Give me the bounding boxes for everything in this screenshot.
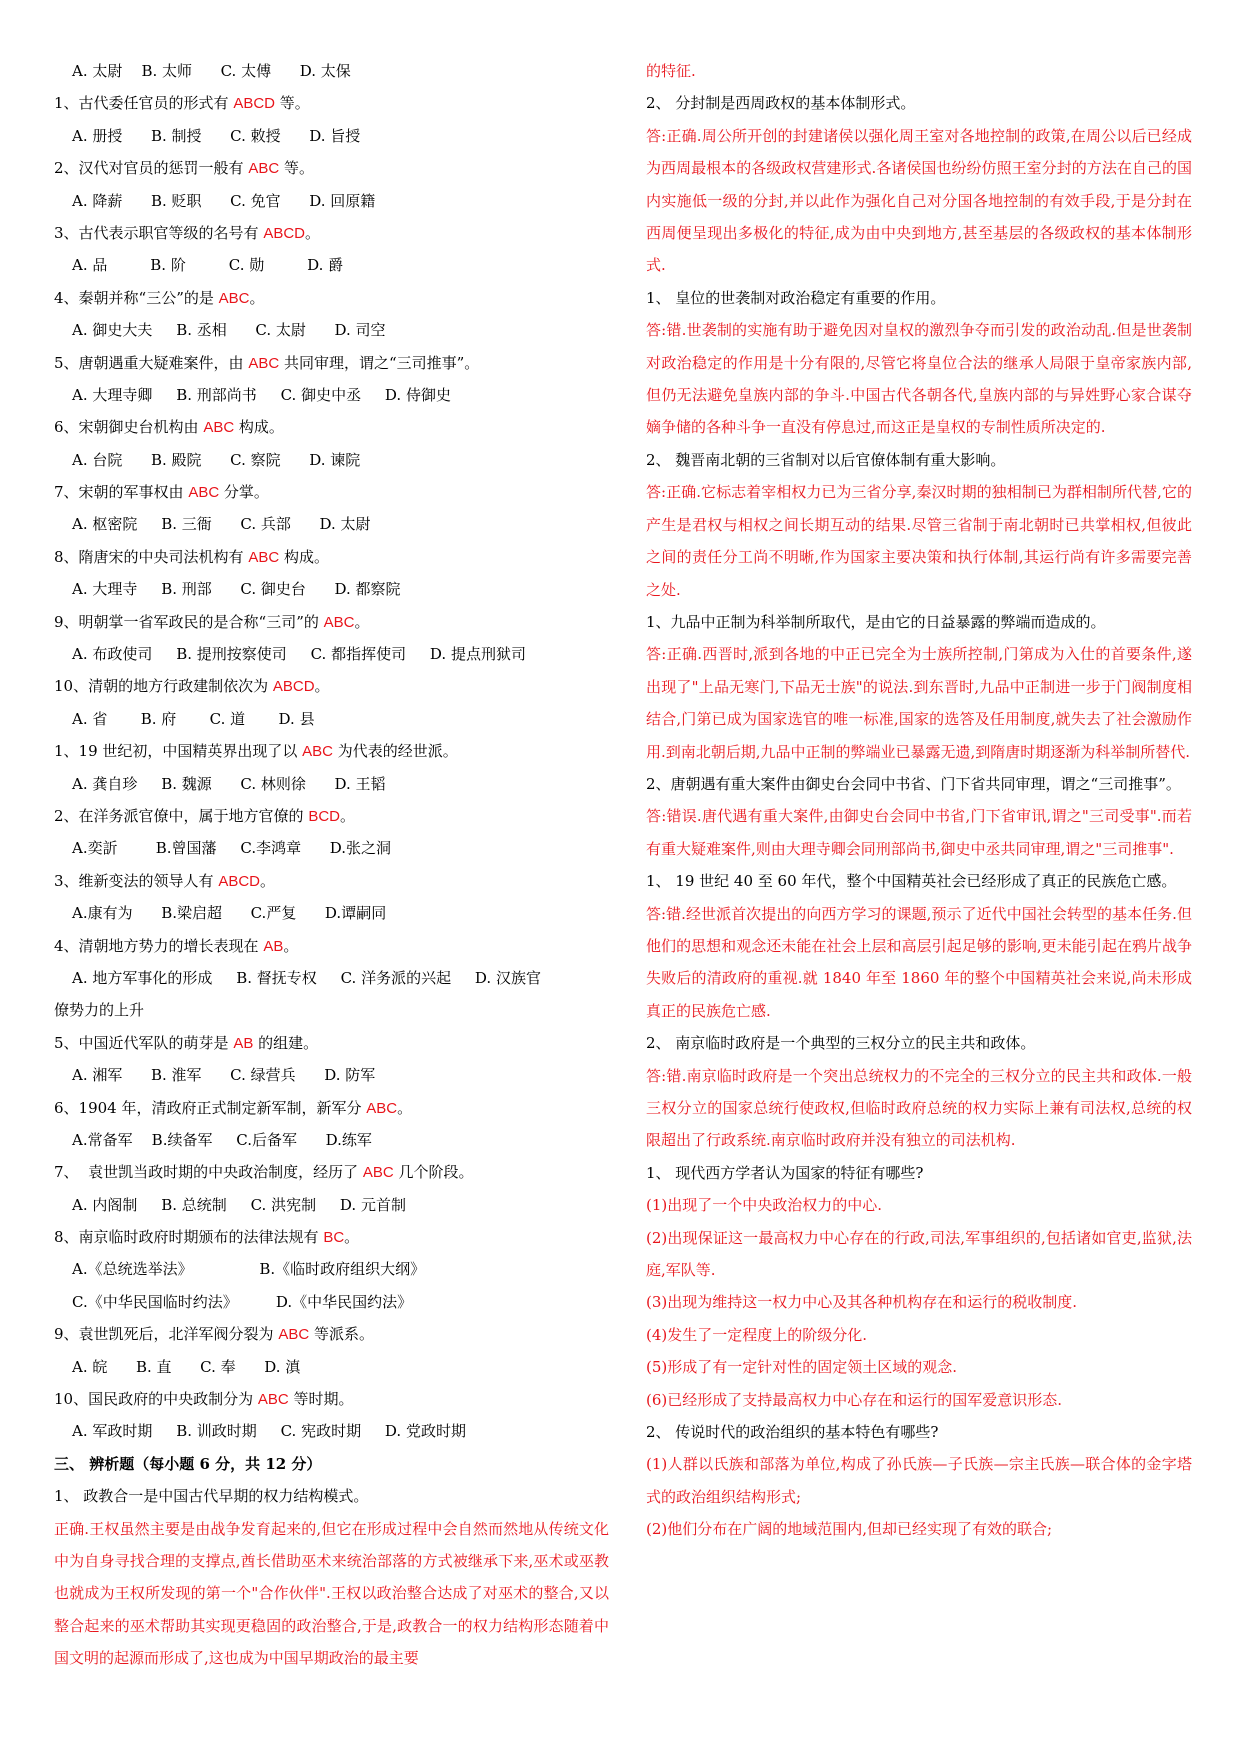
options-line: A. 枢密院 B. 三衙 C. 兵部 D. 太尉: [72, 515, 371, 534]
question-text: 。: [260, 871, 276, 890]
answer-key: ABCD: [272, 678, 315, 696]
answer-key: ABC: [248, 548, 280, 566]
options-line: A. 品 B. 阶 C. 勋 D. 爵: [72, 256, 344, 275]
options-line: A. 地方军事化的形成 B. 督抚专权 C. 洋务派的兴起 D. 汉族官: [72, 968, 541, 987]
question-statement: 1、九品中正制为科举制所取代，是由它的日益暴露的弊端而造成的。: [646, 612, 1106, 631]
question-statement: 2、 分封制是西周政权的基本体制形式。: [646, 94, 916, 113]
question-text: 构成。: [279, 547, 329, 566]
question-line: [54, 800, 609, 832]
answer-key: ABCD: [218, 872, 261, 890]
answer-key: ABC: [203, 419, 235, 437]
question-text: 的组建。: [253, 1033, 319, 1052]
question-text: 6、1904 年，清政府正式制定新军制，新军分: [54, 1098, 367, 1117]
question-text: 8、南京临时政府时期颁布的法律法规有: [54, 1228, 324, 1247]
question-statement: 1、 皇位的世袭制对政治稳定有重要的作用。: [646, 288, 946, 307]
question-line: [54, 1027, 609, 1059]
answer-paragraph: (4)发生了一定程度上的阶级分化.: [646, 1325, 868, 1344]
answer-paragraph: (1)出现了一个中央政治权力的中心.: [646, 1196, 883, 1215]
answer-key: ABC: [278, 1326, 310, 1344]
options-line: A. 台院 B. 殿院 C. 察院 D. 谏院: [72, 450, 361, 469]
question-text: 9、袁世凯死后，北洋军阀分裂为: [54, 1325, 279, 1344]
options-line: A.《总统选举法》 B.《临时政府组织大纲》: [72, 1260, 426, 1279]
answer-key: ABC: [362, 1164, 394, 1182]
answer-paragraph: 正确.王权虽然主要是由战争发育起来的,但它在形成过程中会自然而然地从传统文化中为自身寻找合理的支撑点,酋长借助巫术来统治部落的方式被继承下来,巫术或巫教也就成为王权所发现的第一个"合作伙伴".王权以政治整合达成了对巫术的整合,又以整合起来的巫术帮助其实现更稳固的政治整合,于是,政教合一的权力结构形态随着中国文明的起源而形成了,这也成为中国早期政治的最主要: [54, 1519, 609, 1668]
question-line: [54, 152, 609, 184]
question-line: [54, 930, 609, 962]
answer-key: ABC: [218, 289, 250, 307]
answer-key: ABC: [257, 1391, 289, 1409]
question-text: 3、古代表示职官等级的名号有: [54, 223, 264, 242]
answer-paragraph: (6)已经形成了支持最高权力中心存在和运行的国军爱意识形态.: [646, 1390, 1063, 1409]
question-text: 等。: [275, 94, 310, 113]
question-text: 几个阶段。: [393, 1163, 474, 1182]
options-line: A. 皖 B. 直 C. 奉 D. 滇: [72, 1357, 301, 1376]
answer-paragraph: (3)出现为维持这一权力中心及其各种机构存在和运行的税收制度.: [646, 1293, 1078, 1312]
answer-key: BCD: [308, 807, 340, 825]
answer-paragraph: 答:正确.西晋时,派到各地的中正已完全为士族所控制,门第成为入仕的首要条件,遂出现了"上品无寒门,下品无士族"的说法.到东晋时,九品中正制进一步于门阀制度相结合,门第已成为国家选官的唯一标准,国家的选答及任用制度,就失去了社会激励作用.到南北朝后期,九品中正制的弊端业已暴露无遗,到隋唐时期逐渐为科举制所替代.: [646, 645, 1192, 761]
question-statement: 2、 魏晋南北朝的三省制对以后官僚体制有重大影响。: [646, 450, 1006, 469]
question-text: 9、明朝掌一省军政民的是合称“三司”的: [54, 612, 324, 631]
question-text: 为代表的经世派。: [333, 742, 458, 761]
question-line: [54, 282, 609, 314]
question-line: [54, 606, 609, 638]
question-line: [54, 347, 609, 379]
question-text: 8、隋唐宋的中央司法机构有: [54, 547, 249, 566]
question-text: 10、国民政府的中央政制分为: [54, 1390, 258, 1409]
options-line: A.常备军 B.续备军 C.后备军 D.练军: [72, 1130, 372, 1149]
options-line: A. 内阁制 B. 总统制 C. 洪宪制 D. 元首制: [72, 1195, 406, 1214]
right-column: [646, 55, 1192, 1546]
question-statement: 1、 现代西方学者认为国家的特征有哪些?: [646, 1163, 924, 1182]
options-line: A. 册授 B. 制授 C. 敕授 D. 旨授: [72, 126, 361, 145]
answer-paragraph: 答:错.世袭制的实施有助于避免因对皇权的激烈争夺而引发的政治动乱.但是世袭制对政治稳定的作用是十分有限的,尽管它将皇位合法的继承人局限于皇帝家族内部,但仍无法避免皇族内部的争斗.中国古代各朝各代,皇族内部的与异姓野心家合谋夺嫡争储的各种斗争一直没有停息过,而这正是皇权的专制性质所决定的.: [646, 321, 1192, 437]
options-line: A. 省 B. 府 C. 道 D. 县: [72, 709, 315, 728]
options-line: A. 大理寺 B. 刑部 C. 御史台 D. 都察院: [72, 580, 401, 599]
question-line: [54, 1383, 609, 1415]
question-text: 7、宋朝的军事权由: [54, 483, 189, 502]
question-line: [54, 1318, 609, 1350]
question-text: 10、清朝的地方行政建制依次为: [54, 677, 273, 696]
options-line: A.奕訢 B.曾国藩 C.李鸿章 D.张之洞: [72, 839, 391, 858]
answer-key: AB: [263, 937, 284, 955]
question-text: 2、在洋务派官僚中，属于地方官僚的: [54, 806, 309, 825]
answer-key: ABC: [248, 160, 280, 178]
question-statement: 1、 19 世纪 40 至 60 年代，整个中国精英社会已经形成了真正的民族危亡感。: [646, 872, 1177, 891]
question-statement: 2、 传说时代的政治组织的基本特色有哪些?: [646, 1423, 939, 1442]
question-text: 。: [397, 1098, 413, 1117]
options-line: A. 龚自珍 B. 魏源 C. 林则徐 D. 王韬: [72, 774, 386, 793]
question-statement: 1、 政教合一是中国古代早期的权力结构模式。: [54, 1487, 369, 1506]
answer-paragraph: (2)他们分布在广阔的地域范围内,但却已经实现了有效的联合;: [646, 1520, 1053, 1539]
question-text: 。: [283, 936, 299, 955]
question-text: 。: [354, 612, 370, 631]
question-text: 共同审理，谓之“三司推事”。: [279, 353, 480, 372]
question-text: 构成。: [234, 418, 284, 437]
answer-key: BC: [323, 1229, 345, 1247]
options-line: A. 军政时期 B. 训政时期 C. 宪政时期 D. 党政时期: [72, 1422, 466, 1441]
question-text: 3、维新变法的领导人有: [54, 871, 219, 890]
question-text: 。: [249, 288, 265, 307]
question-statement: 2、唐朝遇有重大案件由御史台会同中书省、门下省共同审理，谓之“三司推事”。: [646, 774, 1181, 793]
question-text: 分掌。: [219, 483, 269, 502]
question-text: 5、中国近代军队的萌芽是: [54, 1033, 234, 1052]
question-statement: 僚势力的上升: [54, 1001, 145, 1020]
options-line: A. 大理寺卿 B. 刑部尚书 C. 御史中丞 D. 侍御史: [72, 385, 451, 404]
question-line: [54, 1092, 609, 1124]
question-text: 。: [340, 806, 356, 825]
question-line: [54, 865, 609, 897]
question-text: 4、秦朝并称“三公”的是: [54, 288, 219, 307]
question-text: 7、 袁世凯当政时期的中央政治制度，经历了: [54, 1163, 363, 1182]
section-heading: 三、 辨析题（每小题 6 分，共 12 分）: [54, 1454, 322, 1473]
question-text: 等派系。: [309, 1325, 374, 1344]
options-line: A.康有为 B.梁启超 C.严复 D.谭嗣同: [72, 904, 387, 923]
options-line: A. 太尉 B. 太师 C. 太傅 D. 太保: [72, 62, 351, 80]
answer-key: ABC: [188, 484, 220, 502]
question-line: [54, 1221, 609, 1253]
question-text: 4、清朝地方势力的增长表现在: [54, 936, 264, 955]
question-statement: 2、 南京临时政府是一个典型的三权分立的民主共和政体。: [646, 1034, 1036, 1053]
answer-key: ABCD: [233, 95, 276, 113]
question-text: 。: [344, 1228, 360, 1247]
answer-paragraph: 答:错误.唐代遇有重大案件,由御史台会同中书省,门下省审讯,谓之"三司受事".而若有重大疑难案件,则由大理寺卿会同刑部尚书,御史中丞共同审理,谓之"三司推事".: [646, 807, 1192, 858]
answer-paragraph: 答:错.南京临时政府是一个突出总统权力的不完全的三权分立的民主共和政体.一般三权分立的国家总统行使政权,但临时政府总统的权力实际上兼有司法权,总统的权限超出了行政系统.南京临时政府并没有独立的司法机构.: [646, 1066, 1192, 1150]
question-line: [54, 87, 609, 119]
answer-paragraph: 答:错.经世派首次提出的向西方学习的课题,预示了近代中国社会转型的基本任务.但他们的思想和观念还未能在社会上层和高层引起足够的影响,更未能引起在鸦片战争失败后的清政府的重视.就 1840 年至 1860 年的整个中国精英社会来说,尚未形成真正的民族危亡感.: [646, 904, 1192, 1020]
question-text: 。: [314, 677, 330, 696]
options-line: C.《中华民国临时约法》 D.《中华民国约法》: [72, 1292, 413, 1311]
answer-key: ABCD: [263, 224, 306, 242]
left-column: [54, 55, 609, 1675]
options-line: A. 降薪 B. 贬职 C. 免官 D. 回原籍: [72, 191, 376, 210]
answer-key: AB: [233, 1034, 254, 1052]
options-line: A. 湘军 B. 淮军 C. 绿营兵 D. 防军: [72, 1066, 376, 1085]
answer-paragraph: 的特征.: [646, 62, 696, 80]
question-text: 。: [305, 223, 321, 242]
options-line: A. 御史大夫 B. 丞相 C. 太尉 D. 司空: [72, 321, 386, 340]
answer-key: ABC: [302, 743, 334, 761]
question-text: 5、唐朝遇重大疑难案件，由: [54, 353, 249, 372]
question-line: [54, 217, 609, 249]
question-text: 1、19 世纪初，中国精英界出现了以: [54, 742, 303, 761]
question-line: [54, 541, 609, 573]
answer-key: ABC: [323, 613, 355, 631]
answer-paragraph: 答:正确.周公所开创的封建诸侯以强化周王室对各地控制的政策,在周公以后已经成为西周最根本的各级政权营建形式.各诸侯国也纷纷仿照王室分封的方法在自己的国内实施低一级的分封,并以此作为强化自己对分国各地控制的有效手段,于是分封在西周便呈现出多极化的特征,成为由中央到地方,甚至基层的各级政权的基本体制形式.: [646, 126, 1192, 275]
answer-key: ABC: [366, 1099, 398, 1117]
answer-paragraph: (5)形成了有一定针对性的固定领土区域的观念.: [646, 1358, 958, 1377]
question-text: 1、古代委任官员的形式有: [54, 94, 234, 113]
question-text: 等时期。: [288, 1390, 354, 1409]
question-line: [54, 735, 609, 767]
question-line: [54, 1156, 609, 1188]
question-text: 等。: [279, 159, 314, 178]
question-text: 6、宋朝御史台机构由: [54, 418, 204, 437]
question-line: [54, 411, 609, 443]
answer-paragraph: (1)人群以氏族和部落为单位,构成了孙氏族—子氏族—宗主氏族—联合体的金字塔式的政治组织结构形式;: [646, 1455, 1192, 1506]
options-line: A. 布政使司 B. 提刑按察使司 C. 都指挥使司 D. 提点刑狱司: [72, 645, 526, 664]
answer-key: ABC: [248, 354, 280, 372]
answer-paragraph: 答:正确.它标志着宰相权力已为三省分享,秦汉时期的独相制已为群相制所代替,它的产生是君权与相权之间长期互动的结果.尽管三省制于南北朝时已共掌相权,但彼此之间的责任分工尚不明晰,作为国家主要决策和执行体制,其运行尚有许多需要完善之处.: [646, 483, 1192, 599]
answer-paragraph: (2)出现保证这一最高权力中心存在的行政,司法,军事组织的,包括诸如官吏,监狱,法庭,军队等.: [646, 1228, 1192, 1280]
question-line: [54, 670, 609, 702]
question-line: [54, 476, 609, 508]
question-text: 2、汉代对官员的惩罚一般有: [54, 159, 249, 178]
